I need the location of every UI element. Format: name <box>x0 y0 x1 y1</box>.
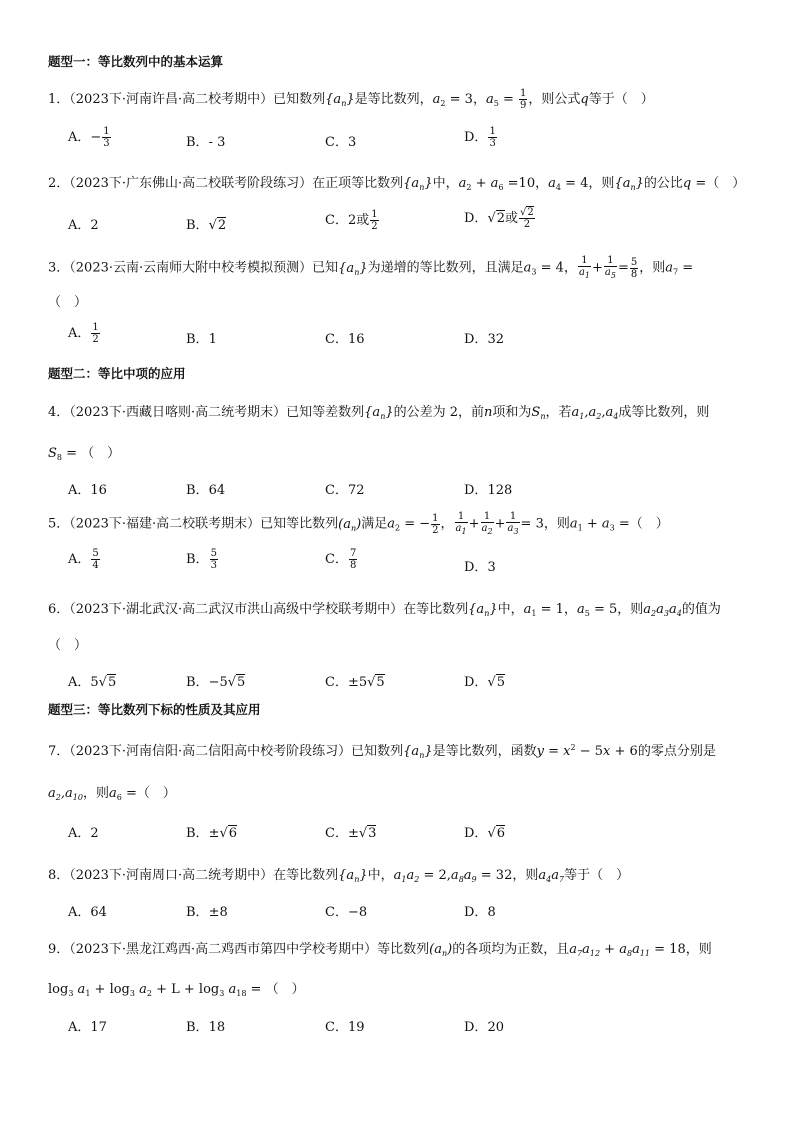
question-8: 8．（2023下·河南周口·高二统考期中）在等比数列$\{a_n\}$中，$a_1a_2 = 2,a_8a_9 = 32$，则$a_4a_7$等于（ ） <box>48 868 630 884</box>
option-c[interactable]: C． $\frac{7}{8}$ <box>325 548 357 571</box>
math-symbol: q <box>580 92 589 107</box>
question-text: ， <box>472 92 486 107</box>
question-2: 2．（2023下·广东佛山·高二校联考阶段练习）在正项等比数列$\{a_n\}$中，$a_2 + a_6 =10$，$a_4 = 4$，则$\{a_n\}$的公比q =（ ） <box>48 176 746 192</box>
question-3: 3．（2023·云南·云南师大附中校考模拟预测）已知$\{a_n\}$为递增的等比数列，且满足$a_3 = 4$， $\frac{1}{a_1}$ + $\frac{1}{a_5}$ = $\frac{5}{8}$ ，则$a_7$ = <box>48 255 694 280</box>
question-1: 1．（2023下·河南许昌·高二校考期中）已知数列$\{a_n\}$是等比数列，$a_2 = 3$，$a_5$ = $\frac{1}{9}$ ，则公式q等于（ ） <box>48 88 654 111</box>
option-a[interactable]: A．16 <box>68 483 107 498</box>
option-a[interactable]: A．64 <box>68 905 107 920</box>
option-b[interactable]: B．1 <box>186 332 217 347</box>
question-text: 等于（ ） <box>588 92 654 107</box>
question-6: 6．（2023下·湖北武汉·高二武汉市洪山高级中学校联考期中）在等比数列$\{a_n\}$中，$a_1 = 1$，$a_5 = 5$，则$a_2a_3a_4$的值为 <box>48 602 721 618</box>
option-d[interactable]: D．√6 <box>464 826 506 841</box>
question-text: 已知数列 <box>273 92 326 107</box>
option-d[interactable]: D．32 <box>464 332 504 347</box>
question-3-answer-blank: （ ） <box>48 295 88 310</box>
question-9: 9．（2023下·黑龙江鸡西·高二鸡西市第四中学校考期中）等比数列$(a_n)$的各项均为正数，且$a_7a_{12} + a_8a_{11} = 18$，则 <box>48 942 712 958</box>
question-7: 7．（2023下·河南信阳·高二信阳高中校考阶段练习）已知数列$\{a_n\}$是等比数列，函数$y = x^2 - 5x + 6$的零点分别是 <box>48 743 716 760</box>
question-text: ，则公式 <box>528 92 581 107</box>
option-a[interactable]: A．− $\frac{1}{3}$ <box>68 126 110 149</box>
option-d[interactable]: D．128 <box>464 483 513 498</box>
question-source: （2023下·河南许昌·高二校考期中） <box>69 92 274 107</box>
option-d[interactable]: D．√5 <box>464 675 506 690</box>
option-b[interactable]: B．−5√5 <box>186 675 246 690</box>
section-title-2: 题型二：等比中项的应用 <box>48 366 186 381</box>
section-title-3: 题型三：等比数列下标的性质及其应用 <box>48 702 261 717</box>
option-c[interactable]: C．19 <box>325 1020 365 1035</box>
option-c[interactable]: C．3 <box>325 135 357 150</box>
option-a[interactable]: A． $\frac{5}{4}$ <box>68 548 99 571</box>
option-d[interactable]: D． $\frac{1}{3}$ <box>464 126 496 149</box>
option-b[interactable]: B．√2 <box>186 218 227 233</box>
option-c[interactable]: C．±5√5 <box>325 675 385 690</box>
option-d[interactable]: D．8 <box>464 905 496 920</box>
question-number: 1． <box>48 92 70 107</box>
option-a[interactable]: A．5√5 <box>68 675 117 690</box>
option-c[interactable]: C．±√3 <box>325 826 377 841</box>
option-d[interactable]: D．20 <box>464 1020 504 1035</box>
question-6-answer-blank: （ ） <box>48 638 88 653</box>
option-b[interactable]: B． $\frac{5}{3}$ <box>186 548 217 571</box>
option-a[interactable]: A． $\frac{1}{2}$ <box>68 322 99 345</box>
question-5: 5．（2023下·福建·高二校联考期末）已知等比数列$(a_n)$满足$a_2$ = − $\frac{1}{2}$ ， $\frac{1}{a_1}$ + $\frac{1}{a_2}$ + $\frac{1}{a_3}$ = 3，则$a_1 + a_3$ =（ ） <box>48 511 669 536</box>
option-c[interactable]: C．72 <box>325 483 365 498</box>
question-9-line2: $\log_3 a_1 + \log_3 a_2 + L + \log_3 a_{18}$ = （ ） <box>48 982 305 998</box>
section-title-1: 题型一：等比数列中的基本运算 <box>48 54 224 69</box>
option-b[interactable]: B．±√6 <box>186 826 238 841</box>
fraction: $\frac{1}{9}$ <box>519 88 527 111</box>
option-a[interactable]: A．2 <box>68 218 99 233</box>
option-a[interactable]: A．2 <box>68 826 99 841</box>
option-b[interactable]: B．18 <box>186 1020 226 1035</box>
question-7-line2: $a_2,a_{10}$，则$a_6$ =（ ） <box>48 786 176 802</box>
option-b[interactable]: B．64 <box>186 483 226 498</box>
option-c[interactable]: C．−8 <box>325 905 368 920</box>
question-text: 是等比数列， <box>354 92 433 107</box>
option-b[interactable]: B．±8 <box>186 905 228 920</box>
option-a[interactable]: A．17 <box>68 1020 107 1035</box>
option-c[interactable]: C．2或 $\frac{1}{2}$ <box>325 209 378 232</box>
question-4-line2: $S_8$ = （ ） <box>48 446 121 462</box>
question-4: 4．（2023下·西藏日喀则·高二统考期末）已知等差数列$\{a_n\}$的公差为 2，前n项和为$S_n$，若$a_1,a_2,a_4$成等比数列，则 <box>48 405 710 421</box>
option-c[interactable]: C．16 <box>325 332 365 347</box>
option-d[interactable]: D．3 <box>464 560 496 575</box>
option-b[interactable]: B．- 3 <box>186 135 226 150</box>
option-d[interactable]: D．√2或 $\frac{√2}{2}$ <box>464 207 534 230</box>
